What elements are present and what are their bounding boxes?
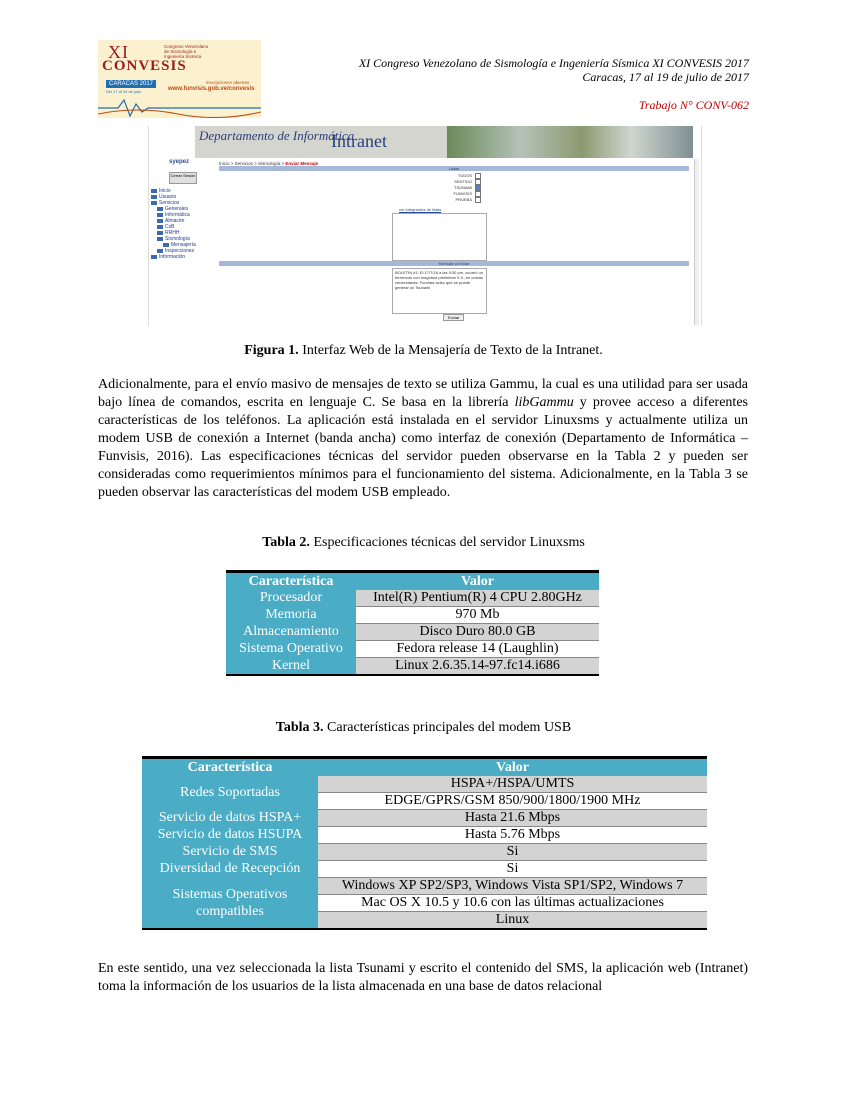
logo-tagline: Congreso Venezolano de Sismología e Ingeniería Sísmica [164, 44, 209, 59]
table-2-header-value: Valor [356, 572, 599, 591]
logo-dates: Del 17 al 19 de julio [106, 89, 142, 94]
table-2-key: Memoria [226, 607, 356, 624]
table-3-key-os-line-1: Sistemas Operativos [172, 886, 288, 902]
list-checkbox[interactable] [475, 197, 481, 203]
banner-photo [447, 126, 693, 158]
folder-icon [151, 255, 157, 259]
table-3-value-hspa: Hasta 21.6 Mbps [318, 810, 707, 827]
banner-title: Intranet [331, 131, 387, 151]
table-3-value-hsupa: Hasta 5.76 Mbps [318, 827, 707, 844]
table-2-label: Tabla 2. [262, 535, 310, 550]
conference-line-1: XI Congreso Venezolano de Sismología e Ingeniería Sísmica XI CONVESIS 2017 [358, 56, 749, 70]
table-2-key: Sistema Operativo [226, 641, 356, 658]
folder-icon [157, 219, 163, 223]
message-textarea[interactable] [392, 268, 487, 314]
folder-icon [157, 207, 163, 211]
folder-icon [157, 225, 163, 229]
nav-tree-label: Informática [165, 212, 190, 218]
nav-tree-label: Inspecciones [165, 248, 195, 254]
intranet-banner [195, 126, 693, 158]
folder-icon [157, 213, 163, 217]
table-3-header-characteristic: Característica [142, 758, 318, 777]
logout-button[interactable]: Cerrar Sesión [169, 172, 197, 184]
nav-tree-label: Inicio [159, 188, 171, 194]
username: syepez [169, 159, 190, 165]
lists-checkboxes [441, 173, 481, 203]
table-2-key: Kernel [226, 658, 356, 676]
table-3-value-os-3: Linux [318, 912, 707, 930]
table-2-value: Intel(R) Pentium(R) 4 CPU 2.80GHz [356, 590, 599, 607]
table-2-header-characteristic: Característica [226, 572, 356, 591]
nav-tree-label: Almacén [165, 218, 185, 224]
table-2-key: Almacenamiento [226, 624, 356, 641]
table-2 [226, 570, 599, 676]
table-3-value-os-1: Windows XP SP2/SP3, Windows Vista SP1/SP2, Windows 7 [318, 878, 707, 895]
table-3-key-sms: Servicio de SMS [142, 844, 318, 861]
conference-line-2: Caracas, 17 al 19 de julio de 2017 [582, 70, 749, 84]
nav-tree-label: Generales [165, 206, 189, 212]
folder-icon [151, 195, 157, 199]
nav-tree-label: Sismología [165, 236, 190, 242]
table-2-value: Linux 2.6.35.14-97.fc14.i686 [356, 658, 599, 676]
paper-id: Trabajo N° CONV-062 [638, 98, 749, 112]
list-option-label: PRUEBA [455, 197, 472, 203]
table-2-row [226, 624, 599, 641]
lists-header: Listas [219, 166, 689, 171]
list-option-label: TODOS [457, 173, 472, 179]
folder-icon [157, 231, 163, 235]
nav-tree-label: RRHH [165, 230, 180, 236]
logo-numeral: XI [108, 42, 129, 62]
table-3-value-sms: Si [318, 844, 707, 861]
folder-icon [157, 249, 163, 253]
list-option[interactable] [441, 197, 481, 203]
folder-icon [163, 243, 169, 247]
logo-name: CONVESIS [102, 58, 187, 74]
table-3-key-os-line-2: compatibles [196, 903, 264, 919]
message-text: BOLETIN #1: El 17/7/16 a las 9:30 pm, ocurrió un terremoto con magnitud preliminar X.X, en costas venezolanas. Funvisis aviso que se puede generar un Tsunami [395, 270, 484, 290]
folder-icon [151, 201, 157, 205]
breadcrumb-current: Enviar Mensaje [285, 161, 319, 166]
table-2-key: Procesador [226, 590, 356, 607]
figure-1-caption [0, 343, 847, 359]
figure-1-text: Interfaz Web de la Mensajería de Texto de la Intranet. [298, 343, 603, 358]
list-members-link[interactable]: ver integrantes de listas [399, 207, 442, 212]
folder-icon [151, 189, 157, 193]
table-2-title: Especificaciones técnicas del servidor Linuxsms [309, 535, 585, 550]
send-button[interactable]: Enviar [443, 314, 464, 321]
table-2-row [226, 641, 599, 658]
table-3-key-diversity: Diversidad de Recepción [142, 861, 318, 878]
folder-icon [157, 237, 163, 241]
table-2-row [226, 658, 599, 676]
list-option-label: FUNVISIS [453, 191, 472, 197]
table-3-caption [0, 720, 847, 736]
table-3-value-redes-1: HSPA+/HSPA/UMTS [318, 776, 707, 793]
convesis-logo [98, 40, 261, 118]
recipients-textarea[interactable] [392, 213, 487, 261]
table-2-value: Fedora release 14 (Laughlin) [356, 641, 599, 658]
table-3-key-os [142, 878, 318, 930]
paragraph-1 [98, 376, 748, 502]
table-3-title: Características principales del modem USB [323, 720, 572, 735]
table-3-value-os-2: Mac OS X 10.5 y 10.6 con las últimas actualizaciones [318, 895, 707, 912]
table-3 [142, 756, 707, 930]
logo-city: CARACAS 2017 [106, 80, 156, 88]
logo-registration: inscripciones abiertas [206, 80, 250, 85]
logo-wave-graphic [98, 98, 261, 118]
table-2-caption [0, 535, 847, 551]
breadcrumb-path[interactable]: Inicio > Servicios > Sismología > [219, 161, 286, 166]
table-3-key-hspa: Servicio de datos HSPA+ [142, 810, 318, 827]
table-2-value: Disco Duro 80.0 GB [356, 624, 599, 641]
nav-tree-label: CxB [165, 224, 175, 230]
table-3-label: Tabla 3. [275, 720, 324, 735]
intranet-screenshot [148, 126, 702, 326]
table-3-key-hsupa: Servicio de datos HSUPA [142, 827, 318, 844]
table-2-row [226, 607, 599, 624]
table-3-header-value: Valor [318, 758, 707, 777]
paragraph-2: En este sentido, una vez seleccionada la lista Tsunami y escrito el contenido del SMS, la aplicación web (Intranet) toma la información de los usuarios de la lista almacenada en una base de datos relacional [98, 961, 748, 994]
table-3-value-redes-2: EDGE/GPRS/GSM 850/900/1800/1900 MHz [318, 793, 707, 810]
scrollbar[interactable] [694, 159, 699, 325]
list-option-label: TSUNAMI [454, 185, 472, 191]
logo-website: www.funvisis.gob.ve/convesis [168, 86, 255, 92]
table-3-key-redes: Redes Soportadas [142, 776, 318, 810]
paragraph-1-part-1: Adicionalmente, para el envío masivo de mensajes de texto se utiliza Gammu, la cual es una utilidad para ser usada bajo línea de comandos, escrita en lenguaje C. Se basa en la librería [98, 377, 748, 410]
table-3-value-diversity: Si [318, 861, 707, 878]
nav-tree-label: Mensajería [171, 242, 196, 248]
list-option-label: SENTIDO [454, 179, 472, 185]
paragraph-1-part-2: y provee acceso a diferentes características de los teléfonos. La aplicación está instalada en el servidor Linuxsms y actualmente utiliza un modem USB de conexión a Internet (banda ancha) como interfaz de conexión (Departamento de Informática – Funvisis, 2016). Las especificaciones técnicas del servidor pueden observarse en la Tabla 2 y pueden ser consideradas como requerimientos mínimos para el funcionamiento del sistema. Adicionalmente, en la Tabla 3 se pueden observar las características del modem USB empleado. [98, 395, 748, 500]
nav-tree-item[interactable] [151, 254, 196, 260]
nav-tree [151, 188, 196, 260]
figure-1-label: Figura 1. [244, 343, 299, 358]
paragraph-1-italic: libGammu [514, 395, 574, 410]
message-header: Mensaje a Enviar [219, 261, 689, 266]
nav-tree-label: Usuario [159, 194, 177, 200]
banner-department: Departamento de Informática [199, 128, 355, 143]
table-2-value: 970 Mb [356, 607, 599, 624]
nav-tree-label: Servicios [159, 200, 180, 206]
nav-tree-label: Información [159, 254, 186, 260]
table-2-row [226, 590, 599, 607]
